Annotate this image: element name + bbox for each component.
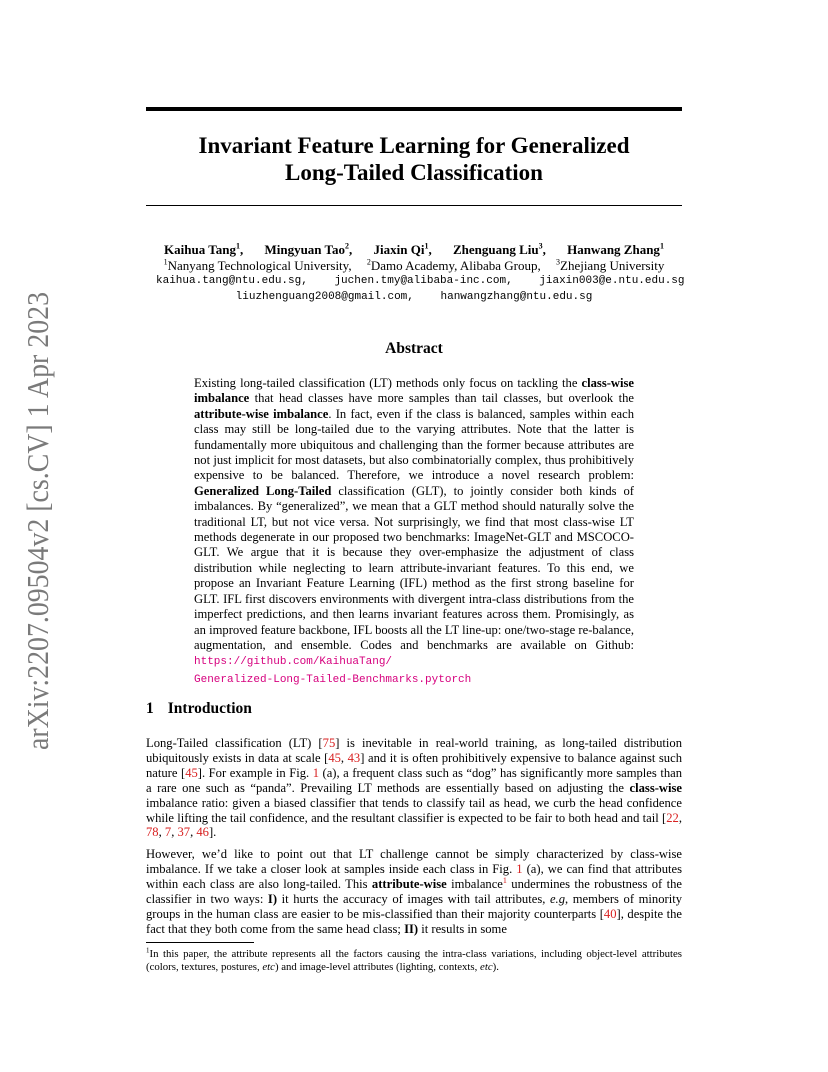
citation-link[interactable]: 75: [322, 736, 336, 750]
email[interactable]: jiaxin003@e.ntu.edu.sg: [539, 275, 685, 287]
abstract-text: . In fact, even if the class is balanced, samples within each class may still be long-tailed due to the varying attributes. Note that the latter is fundamentally more ubiquitous and challenging than the former because attributes are not just implicit for most datasets, but also combinatorially complex, thus prohibitively expensive to be balanced. Therefore, we introduce a novel research problem:: [194, 406, 634, 483]
author-name: Mingyuan Tao: [264, 242, 346, 257]
citation-link[interactable]: 37: [177, 825, 191, 840]
email[interactable]: liuzhenguang2008@gmail.com,: [235, 290, 414, 303]
title-top-rule: [146, 107, 682, 111]
text: ].: [208, 825, 217, 840]
author: Zhenguang Liu$^3$,: [452, 241, 546, 257]
text: , members of minority groups in the human class are easier to be mis-classified than their majority counterparts [: [146, 891, 682, 921]
section-heading: [146, 700, 252, 718]
text: In this paper, the attribute represents all the factors causing the intra-class variations, including object-level attributes (colors, textures, postures,: [146, 948, 682, 973]
author-name: Jiaxin Qi: [373, 242, 425, 257]
affiliation-name: Zhejiang University: [560, 258, 665, 273]
author: Kaihua Tang$^1$,: [164, 241, 244, 257]
email[interactable]: juchen.tmy@alibaba-inc.com,: [334, 275, 513, 287]
title-line-2: Long-Tailed Classification: [285, 160, 543, 185]
text: ] is inevitable in real-world training, as long-tailed distribution ubiquitously exists in data at scale [: [146, 736, 683, 765]
text: Long-Tailed classification (LT) [: [146, 736, 323, 750]
affiliation-name: Nanyang Technological University,: [167, 258, 352, 273]
affiliations: [146, 258, 682, 274]
text: undermines the robustness of the classifier in two ways:: [146, 876, 682, 906]
citation-link[interactable]: 45: [185, 765, 198, 780]
abstract-text: classification (GLT), to jointly consider both kinds of imbalances. By “generalized”, we mean that a GLT method should naturally solve the traditional LT, but not vice versa. Not surprisingly, we find that most class-wise LT methods degenerate in our proposed two benchmarks: ImageNet-GLT and MSCOCO-GLT. We argue that it is because they over-emphasize the adjustment of class distribution while neglecting to learn attribute-invariant features. To this end, we propose an Invariant Feature Learning (IFL) method as the first strong baseline for GLT. IFL first discovers environments with divergent intra-class distributions from the imperfect predictions, and then learns invariant features across them. Promisingly, as an improved feature backbone, IFL boosts all the LT line-up: one/two-stage re-balance, augmentation, and ensemble. Codes and benchmarks are available on Github:: [194, 483, 634, 652]
text: ,: [158, 825, 165, 840]
text: ).: [492, 961, 499, 973]
section-title: Introduction: [167, 700, 252, 717]
section-number: 1: [146, 700, 154, 717]
citation-link[interactable]: 7: [164, 825, 172, 840]
paper-title: [146, 132, 682, 186]
affiliation-name: Damo Academy, Alibaba Group,: [370, 258, 541, 273]
title-line-1: Invariant Feature Learning for Generalized: [198, 133, 630, 158]
github-link[interactable]: https://github.com/KaihuaTang/: [194, 656, 393, 669]
text: imbalance ratio: given a biased classifier that tends to classify tail as head, we curb the head confidence while lifting the tail confidence, and the resultant classifier is expected to be fair to both head and tail [: [146, 795, 682, 825]
arxiv-stamp-text: arXiv:2207.09504v2 [cs.CV] 1 Apr 2023: [20, 292, 55, 750]
text: ,: [340, 750, 348, 765]
citation-link[interactable]: 45: [328, 750, 341, 765]
emails-line-1: [146, 274, 685, 290]
email[interactable]: kaihua.tang@ntu.edu.sg,: [156, 275, 308, 287]
text: ,: [171, 825, 178, 840]
arxiv-stamp: [20, 292, 56, 750]
emphasis: II): [404, 921, 419, 936]
intro-paragraph-1: [146, 736, 682, 840]
author: Jiaxin Qi$^1$,: [373, 241, 432, 257]
author-affil-mark: 1: [235, 241, 240, 251]
emphasis: class-wise: [629, 780, 682, 795]
footnote: [146, 948, 682, 974]
intro-paragraph-2: [146, 847, 682, 936]
citation-link[interactable]: 46: [196, 825, 209, 840]
text: (a), a frequent class such as “dog” has significantly more samples than a rare one such as “panda”. Prevailing LT methods are essentially based on adjusting the: [146, 765, 683, 795]
author-affil-mark: 3: [538, 241, 543, 251]
citation-link[interactable]: 40: [603, 906, 617, 921]
affil-mark: 1: [163, 257, 168, 267]
text: ], despite the fact that they both come from the same head class;: [146, 906, 682, 936]
affiliation: [556, 258, 664, 273]
emails-line-2: [146, 290, 682, 306]
author-names: [146, 242, 682, 258]
abstract-emphasis: Generalized Long-Tailed: [194, 483, 332, 498]
abstract-heading: Abstract: [385, 340, 443, 357]
text: ) and image-level attributes (lighting, contexts,: [274, 961, 481, 973]
affiliation: [164, 258, 352, 273]
text: ]. For example in Fig.: [197, 765, 313, 780]
emphasis: attribute-wise: [371, 876, 447, 891]
affil-mark: 3: [556, 257, 560, 267]
footnote-mark: 1: [146, 946, 150, 955]
email[interactable]: hanwangzhang@ntu.edu.sg: [440, 290, 593, 303]
author-affil-mark: 1: [424, 241, 429, 251]
abstract-emphasis: class-wise imbalance: [194, 376, 634, 406]
emphasis: I): [267, 891, 278, 906]
text: imbalance: [446, 876, 503, 891]
figure-ref-link[interactable]: 1: [312, 765, 319, 780]
italic: e.g: [549, 891, 566, 906]
author-name: Hanwang Zhang: [567, 242, 660, 257]
italic: etc: [480, 961, 493, 973]
author: Mingyuan Tao$^2$,: [264, 241, 353, 257]
citation-link[interactable]: 78: [146, 825, 159, 840]
footnote-ref-link[interactable]: 1: [502, 875, 507, 885]
abstract-body: [194, 376, 634, 688]
text: ] and it is often prohibitively expensive to balance against such nature [: [146, 750, 682, 780]
text: However, we’d like to point out that LT challenge cannot be simply characterized by class-wise imbalance. If we take a closer look at samples inside each class in Fig.: [146, 847, 682, 876]
text: it results in some: [418, 921, 507, 936]
author-block: [146, 241, 685, 305]
author: [567, 242, 664, 257]
text: (a), we can find that attributes within each class are also long-tailed. This: [146, 861, 683, 891]
abstract-text: Existing long-tailed classification (LT) methods only focus on tackling the: [194, 376, 582, 390]
italic: etc: [262, 961, 275, 973]
abstract-emphasis: attribute-wise imbalance: [194, 406, 329, 421]
text: ,: [678, 810, 682, 825]
author-name: Zhenguang Liu: [452, 242, 539, 257]
affiliation: [367, 258, 541, 273]
citation-link[interactable]: 22: [666, 810, 679, 825]
text: it hurts the accuracy of images with tail attributes,: [277, 891, 550, 906]
author-name: Kaihua Tang: [164, 242, 236, 257]
figure-ref-link[interactable]: 1: [516, 861, 523, 876]
citation-link[interactable]: 43: [347, 750, 361, 765]
author-affil-mark: 2: [345, 241, 350, 251]
text: ,: [190, 825, 197, 840]
author-affil-mark: 1: [659, 241, 664, 251]
affil-mark: 2: [366, 257, 371, 267]
abstract-text: that head classes have more samples than tail classes, but overlook the: [249, 391, 634, 406]
arxiv-stamp-svg: [20, 292, 56, 750]
footnote-rule: [146, 942, 254, 943]
github-link[interactable]: Generalized-Long-Tailed-Benchmarks.pytorch: [194, 673, 472, 686]
title-bottom-rule: [146, 205, 682, 206]
